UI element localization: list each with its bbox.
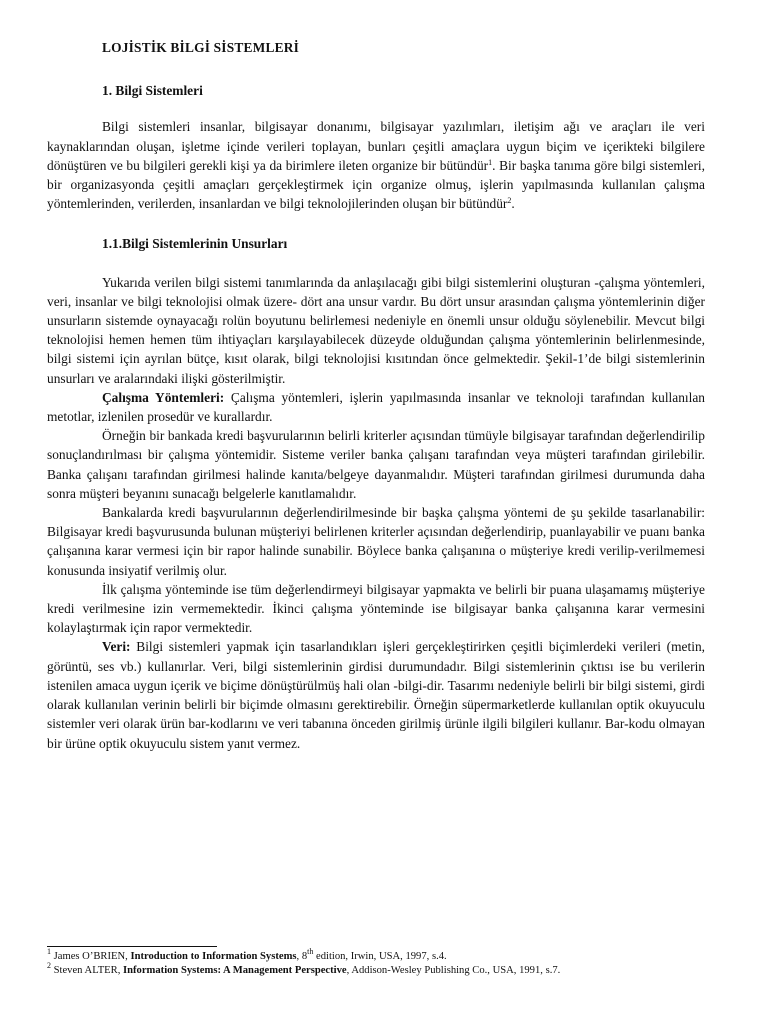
ilk-yontem-paragraph: İlk çalışma yönteminde ise tüm değerlendirmeyi bilgisayar yapmakta ve belirli bir puana ulaşamamış müşteriye kredi verilmesine izin vermemektedir. İkinci çalışma yönteminde ise bilgisayar banka çalışanına karar vermesini kolaylaştırmak için rapor vermektedir. xyxy=(47,581,705,636)
footnote-2 xyxy=(47,961,705,978)
banka-ornek-paragraph: Örneğin bir bankada kredi başvurularının belirli kriterler açısından tümüyle bilgisayar tarafından değerlendirilip sonuçlandırılması bir çalışma yöntemidir. Sisteme veriler banka çalışanı tarafından veya müşteri tarafından girilebilir. Banka çalışanı tarafından girilmesi halinde kanıta/belgeye dayanmalıdır. Müşteri tarafından girilmesi durumunda daha sonra müşteri beyanını sunacağı belgelerle kanıtlamalıdır. xyxy=(47,428,705,501)
footnote-2-publisher: , Addison-Wesley Publishing Co., USA, 1991, s.7. xyxy=(346,965,561,976)
calisma-yontemleri-text: Çalışma yöntemleri, işlerin yapılmasında insanlar ve teknoloji tarafından kullanılan metotlar, izlenilen prosedür ve kurallardır. xyxy=(47,389,705,425)
document-title: LOJİSTİK BİLGİ SİSTEMLERİ xyxy=(102,40,300,55)
footnote-2-mark: 2 xyxy=(47,961,51,970)
footnote-1-book-title: Introduction to Information Systems xyxy=(130,951,297,962)
footnote-2-author: Steven ALTER, xyxy=(51,965,123,976)
footnote-ref-2: 2 xyxy=(507,196,512,206)
footnote-1-author: James O’BRIEN, xyxy=(51,951,131,962)
veri-text: Bilgi sistemleri yapmak için tasarlandıkları işleri gerçekleştirirken çeşitli biçimlerdeki verileri (metin, görüntü, ses vb.) kullanırlar. Veri, bilgi sistemlerinin girdisi durumundadır. Bilgi sistemlerinin çıktısı ise bu verilerin istenilen amaca uygun içerik ve biçime dönüştürülmüş hali olan -bilgi-dir. Tasarımı nedeniyle belirli bir bilgi sistemi, girdi olarak kullanılan verinin belirli bir biçimde olmasını gerektirebilir. Örneğin süpermarketlerde kullanılan optik okuyuculu sistemler veri olarak ürün bar-kodlarını ve veri tabanına önceden girilmiş ürünle ilgili bilgileri kullanır. Bar-kodu olmayan bir ürüne optik okuyuculu sistem yanıt vermez. xyxy=(47,639,705,751)
footnote-2-book-title: Information Systems: A Management Perspective xyxy=(123,965,347,976)
footnote-ref-1: 1 xyxy=(488,157,493,167)
calisma-yontemleri-label: Çalışma Yöntemleri: xyxy=(102,389,225,405)
calisma-yontemleri-paragraph xyxy=(47,388,705,426)
footnote-1-edition: , 8 xyxy=(296,951,308,962)
section-heading-1: 1. Bilgi Sistemleri xyxy=(102,83,203,99)
paragraph-text-cont: . Bir başka tanıma göre bilgi sistemleri, bir organizasyonda çeşitli amaçları gerçekleştirmek için organize olmuş, işlerin yapılmasında kullanılan çalışma yöntemlerinden, verilerden, insanlardan ve bilgi teknolojilerinden oluşan bir bütündür xyxy=(47,157,705,212)
veri-paragraph xyxy=(47,637,705,752)
footnote-1-publisher: edition, Irwin, USA, 1997, s.4. xyxy=(313,951,447,962)
footnote-1-ordinal: th xyxy=(307,947,314,956)
footnote-1 xyxy=(47,947,705,964)
section-1-paragraph xyxy=(47,117,705,213)
paragraph-end: . xyxy=(511,196,515,212)
footnote-separator xyxy=(47,946,217,947)
document-page xyxy=(47,38,705,753)
footnotes xyxy=(47,946,705,978)
unsurlar-paragraph: Yukarıda verilen bilgi sistemi tanımlarında da anlaşılacağı gibi bilgi sistemlerini oluşturan -çalışma yöntemleri, veri, insanlar ve bilgi teknolojisi olmak üzere- dört ana unsur vardır. Bu dört unsur arasından çalışma yöntemlerinin diğer unsurların sistemde oynayacağı rolün boyutunu belirlemesi nedeniyle en önemli unsur olduğu söylenebilir. Mevcut bilgi teknolojisi hemen hemen tüm ihtiyaçları karşılayabilecek düzeyde olduğundan çalışma yöntemlerinin belirlenmesinde, bilgi sistemi için ayrılan bütçe, kısıt olarak, bilgi teknolojisi kısıtından önce gelmektedir. Şekil-1’de bilgi sistemlerinin unsurları ve aralarındaki ilişki gösterilmiştir. xyxy=(47,274,705,386)
footnote-1-mark: 1 xyxy=(47,947,51,956)
banka-ikinci-yontem-paragraph: Bankalarda kredi başvurularının değerlendirilmesinde bir başka çalışma yöntemi de şu şekilde tasarlanabilir: Bilgisayar kredi başvurusunda bulunan müşteriyi belirlenen kriterler açısından değerlendirip, puanlayabilir ve puanı banka çalışanına karar vermesi için bir rapor halinde sunabilir. Böylece banka çalışanına o müşteriye kredi verilip-verilmemesi konusunda insiyatif verilmiş olur. xyxy=(47,505,705,578)
paragraph-text: Bilgi sistemleri insanlar, bilgisayar donanımı, bilgisayar yazılımları, iletişim ağı ve araçları ile veri kaynaklarından oluşan, işletme içinde verileri toplayan, bunları çeşitli amaçlara uygun biçim ve içerikteki bilgilere dönüştüren ve bu bilgileri gerekli kişi ya da birimlere ileten organize bir bütündür xyxy=(47,119,705,173)
section-heading-1-1: 1.1.Bilgi Sistemlerinin Unsurları xyxy=(102,236,288,252)
veri-label: Veri: xyxy=(102,639,131,655)
